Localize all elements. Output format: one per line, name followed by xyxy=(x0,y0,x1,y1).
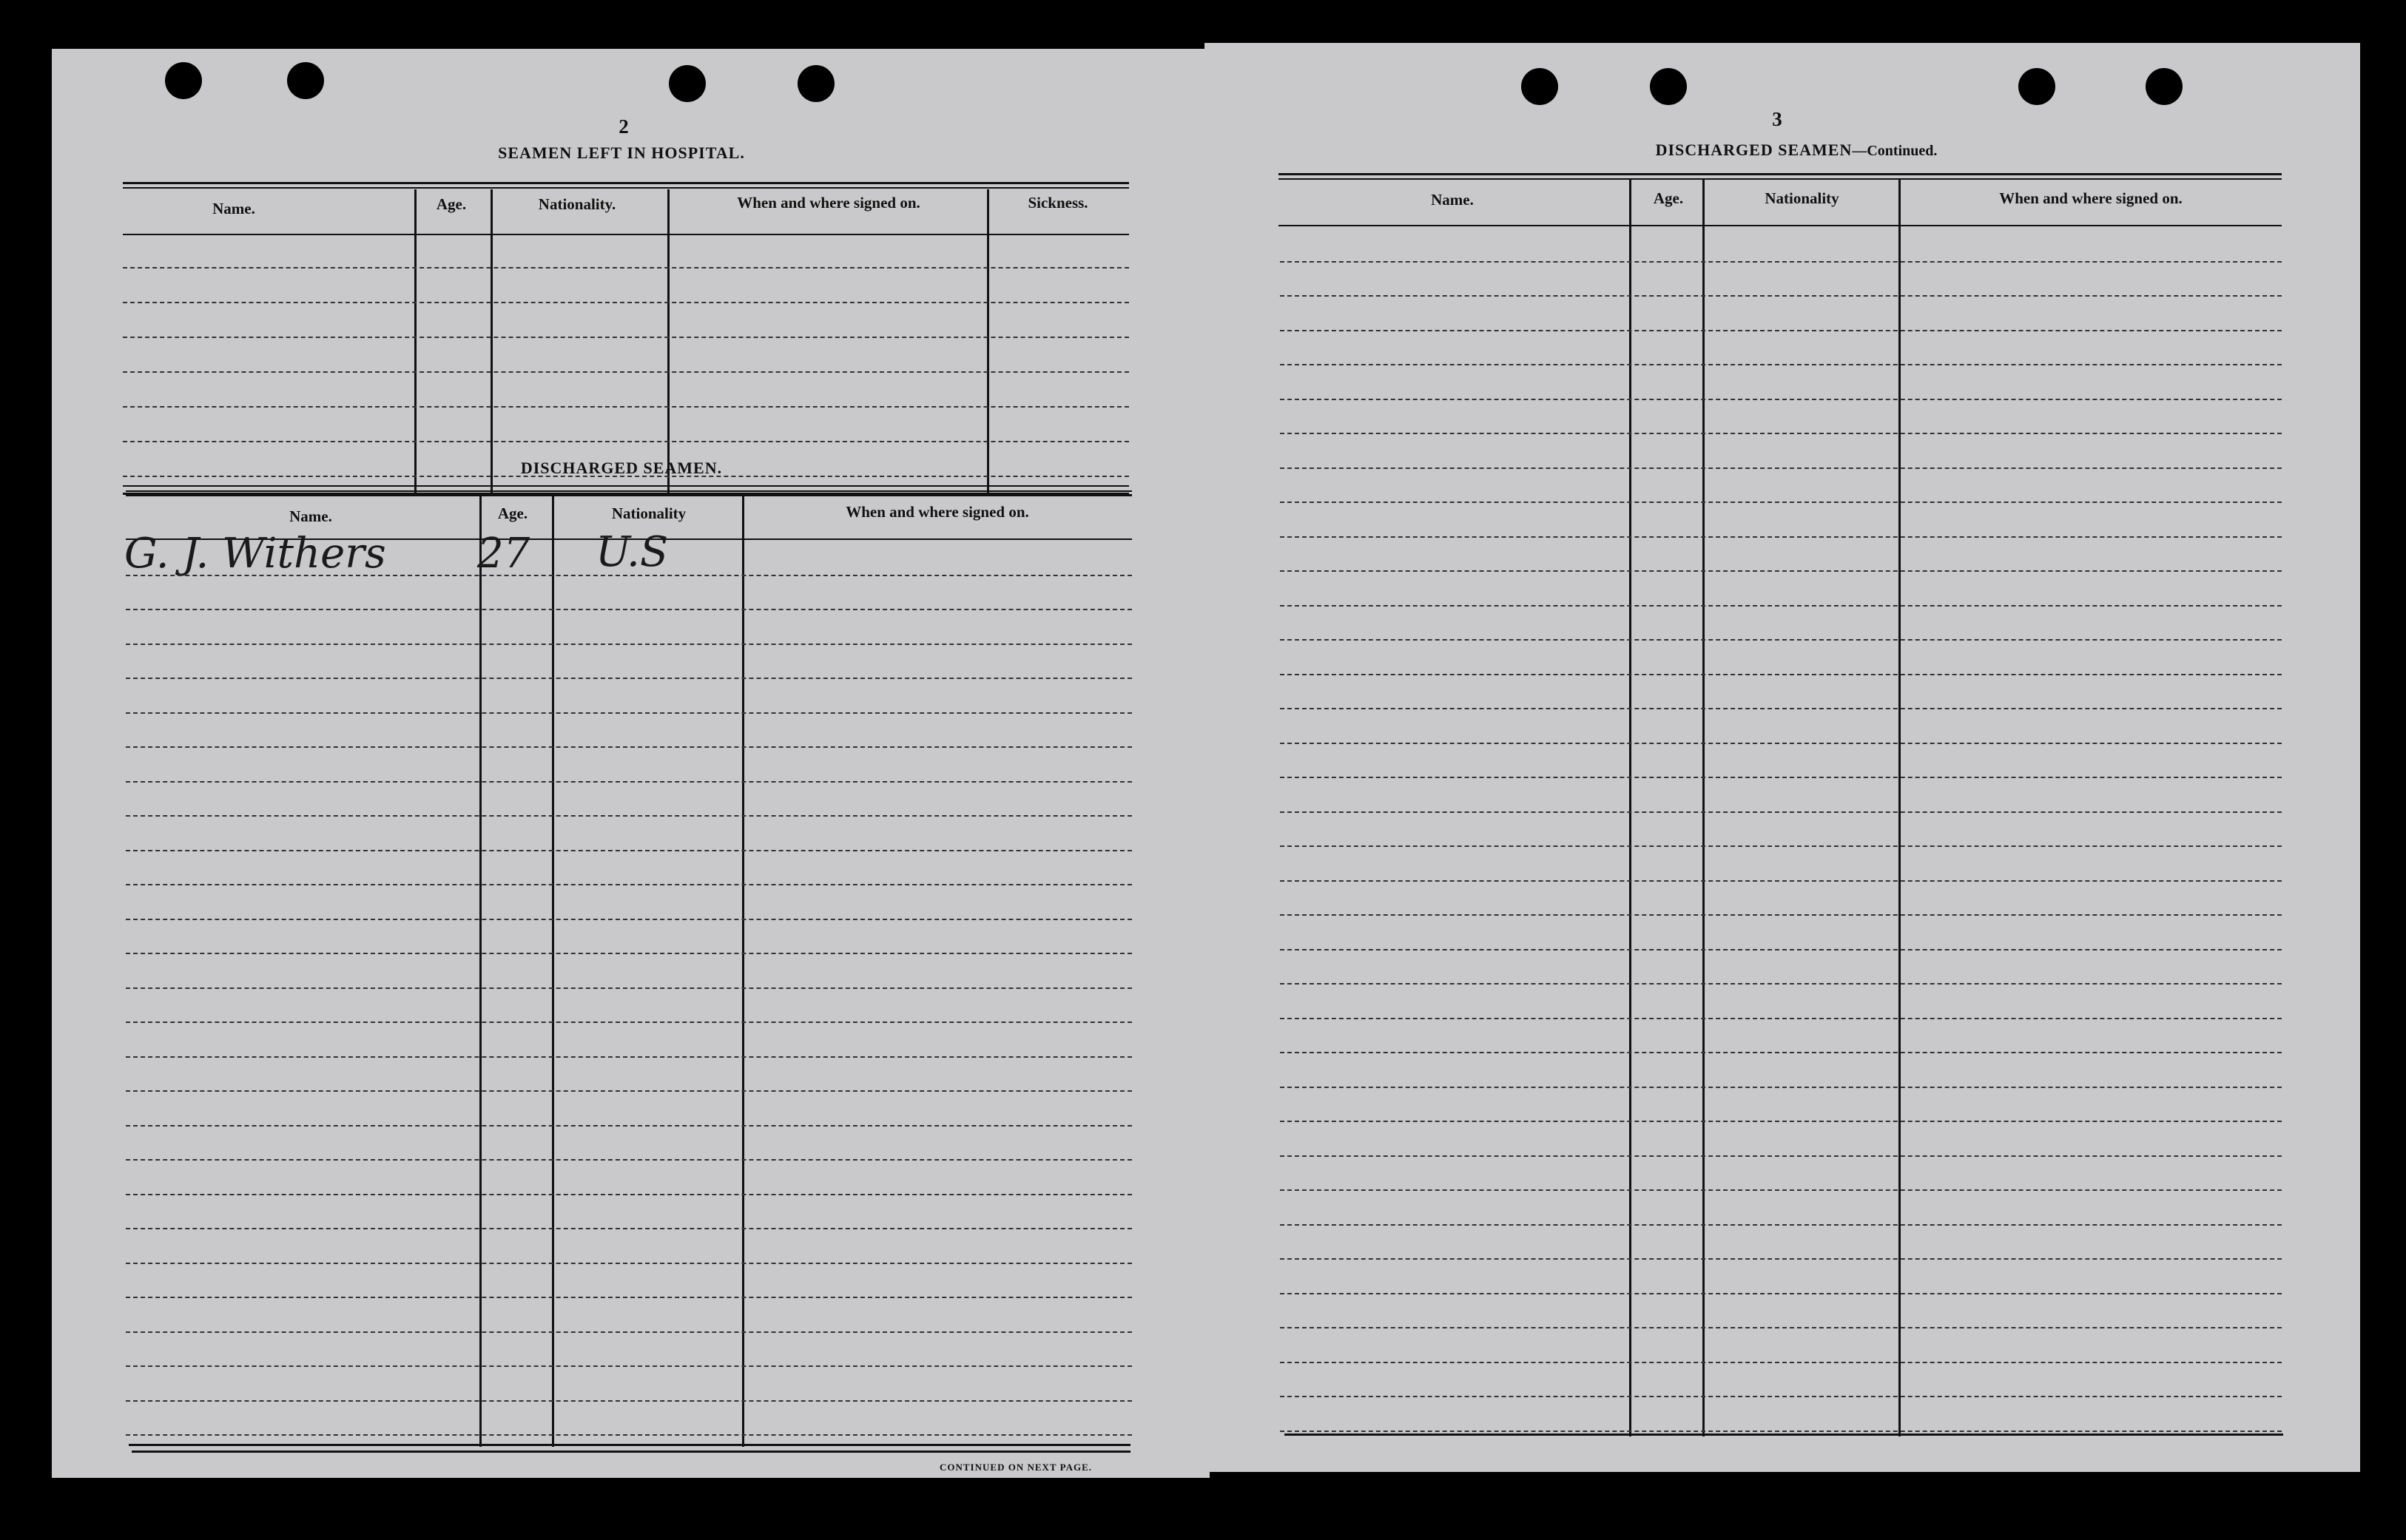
table-row xyxy=(1280,1431,2282,1432)
table-row xyxy=(1280,399,2282,400)
hospital-col-nationality: Nationality. xyxy=(538,195,616,213)
table-row xyxy=(126,575,1132,576)
punch-hole xyxy=(2018,68,2055,105)
table-row xyxy=(1280,949,2282,950)
entry-age: 27 xyxy=(477,530,530,578)
discharged-rows xyxy=(126,540,1132,1442)
table-row xyxy=(1280,639,2282,641)
table-row xyxy=(1280,1121,2282,1122)
entry-nationality: U.S xyxy=(596,528,669,576)
table-row xyxy=(1280,433,2282,434)
punch-hole xyxy=(287,62,324,99)
table-row xyxy=(126,850,1132,851)
table-row xyxy=(126,644,1132,645)
table-row xyxy=(1280,467,2282,469)
table-row xyxy=(126,815,1132,817)
table-row xyxy=(123,267,1129,269)
table-row xyxy=(126,987,1132,989)
table-row xyxy=(1280,1327,2282,1328)
title-suffix: —Continued. xyxy=(1852,143,1938,159)
punch-hole xyxy=(1521,68,1558,105)
punch-hole xyxy=(798,65,835,102)
hospital-rows xyxy=(123,234,1129,496)
page-number: 3 xyxy=(1772,108,1782,130)
table-row xyxy=(126,1228,1132,1229)
discharged-col-name: Name. xyxy=(289,507,332,525)
table-row xyxy=(126,1090,1132,1092)
table-row xyxy=(1280,1224,2282,1226)
page-number: 2 xyxy=(619,115,629,138)
table-row xyxy=(1280,330,2282,331)
rule xyxy=(1278,173,2282,175)
rule xyxy=(126,490,1132,492)
table-row xyxy=(126,1159,1132,1161)
rule xyxy=(123,485,1129,487)
table-row xyxy=(126,1434,1132,1436)
table-row xyxy=(1280,674,2282,675)
table-row xyxy=(126,919,1132,920)
continued-col-signed-on: When and where signed on. xyxy=(1999,189,2183,207)
table-row xyxy=(126,1297,1132,1298)
table-row xyxy=(1280,536,2282,538)
hospital-col-name: Name. xyxy=(212,200,255,217)
table-row xyxy=(126,1365,1132,1367)
table-row xyxy=(1280,777,2282,778)
entry-name: G. J. Withers xyxy=(124,530,386,578)
table-row xyxy=(1280,1362,2282,1363)
table-row xyxy=(126,1194,1132,1195)
discharged-continued-title xyxy=(1589,141,2004,160)
left-page xyxy=(52,49,1210,1478)
discharged-col-signed-on: When and where signed on. xyxy=(846,503,1029,521)
punch-hole xyxy=(2146,68,2183,105)
continued-col-name: Name. xyxy=(1431,191,1474,209)
hospital-col-signed-on: When and where signed on. xyxy=(737,194,920,212)
table-row xyxy=(1280,845,2282,847)
rule xyxy=(129,1444,1130,1446)
discharged-col-age: Age. xyxy=(497,504,528,522)
table-row xyxy=(1280,811,2282,813)
table-row xyxy=(126,953,1132,954)
table-row xyxy=(123,337,1129,338)
title-main: DISCHARGED SEAMEN xyxy=(1655,141,1853,159)
table-row xyxy=(126,781,1132,783)
table-row xyxy=(1280,708,2282,709)
rule xyxy=(123,187,1129,189)
table-row xyxy=(1280,1396,2282,1397)
table-row xyxy=(126,1056,1132,1058)
table-row xyxy=(1280,1155,2282,1157)
punch-hole xyxy=(669,65,706,102)
table-row xyxy=(1280,1018,2282,1019)
table-row xyxy=(1280,743,2282,744)
continued-rows xyxy=(1280,226,2282,1432)
continued-col-age: Age. xyxy=(1653,189,1684,207)
rule xyxy=(1284,1433,2283,1436)
table-row xyxy=(126,712,1132,714)
punch-hole xyxy=(1650,68,1687,105)
table-row xyxy=(126,1400,1132,1402)
table-row xyxy=(1280,501,2282,503)
hospital-col-sickness: Sickness. xyxy=(1028,194,1088,212)
table-row xyxy=(1280,1293,2282,1294)
hospital-col-age: Age. xyxy=(436,195,467,213)
table-row xyxy=(126,609,1132,610)
table-row xyxy=(126,1263,1132,1264)
table-row xyxy=(1280,914,2282,916)
continued-note: CONTINUED ON NEXT PAGE. xyxy=(940,1462,1092,1473)
table-row xyxy=(126,1331,1132,1333)
table-row xyxy=(126,746,1132,748)
table-row xyxy=(123,441,1129,442)
hospital-section-title: SEAMEN LEFT IN HOSPITAL. xyxy=(498,143,745,162)
table-row xyxy=(1280,880,2282,882)
punch-hole xyxy=(165,62,202,99)
table-row xyxy=(126,1125,1132,1127)
table-row xyxy=(126,678,1132,679)
rule xyxy=(123,182,1129,184)
continued-col-nationality: Nationality xyxy=(1765,189,1839,207)
table-row xyxy=(1280,364,2282,365)
table-row xyxy=(123,406,1129,408)
table-row xyxy=(1280,1087,2282,1088)
table-row xyxy=(1280,1189,2282,1191)
table-row xyxy=(123,302,1129,303)
table-row xyxy=(1280,605,2282,607)
table-row xyxy=(1280,261,2282,263)
table-row xyxy=(123,371,1129,373)
rule xyxy=(1278,178,2282,180)
table-row xyxy=(1280,570,2282,572)
rule xyxy=(132,1450,1130,1453)
rule xyxy=(126,494,1132,496)
table-row xyxy=(1280,1258,2282,1260)
discharged-section-title: DISCHARGED SEAMEN. xyxy=(520,459,723,477)
table-row xyxy=(126,884,1132,885)
table-row xyxy=(126,1021,1132,1023)
table-row xyxy=(1280,983,2282,985)
table-row xyxy=(1280,295,2282,297)
right-page xyxy=(1204,43,2360,1472)
table-row xyxy=(1280,1052,2282,1053)
discharged-col-nationality: Nationality xyxy=(611,504,687,522)
